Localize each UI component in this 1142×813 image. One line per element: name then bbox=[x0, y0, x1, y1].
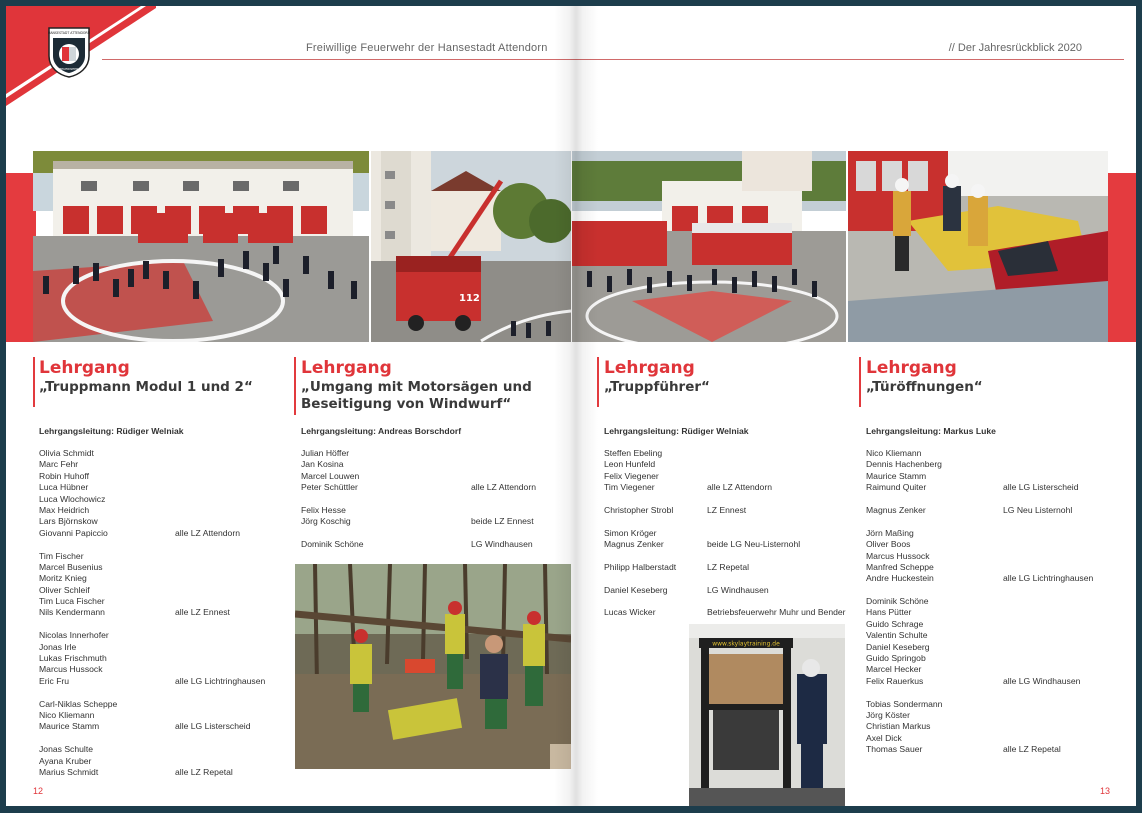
participant-name: Hans Pütter bbox=[866, 607, 912, 618]
participant-row bbox=[866, 721, 1116, 732]
participant-row bbox=[301, 471, 551, 482]
section-accent-bar bbox=[859, 357, 861, 407]
participant-row bbox=[39, 630, 279, 641]
photo-truppfuehrer-group bbox=[572, 151, 846, 342]
participant-name: Jörn Maßing bbox=[866, 527, 914, 538]
participant-name: Felix Rauerkus bbox=[866, 675, 924, 686]
photo-motorsaege-forest bbox=[295, 564, 571, 769]
truck-number: 112 bbox=[459, 293, 480, 304]
participant-name: Oliver Schleif bbox=[39, 584, 90, 595]
section-accent-bar bbox=[597, 357, 599, 407]
photo-truppmann-group bbox=[33, 151, 369, 342]
participant-name: Thomas Sauer bbox=[866, 744, 923, 755]
photo-door-trainer bbox=[689, 624, 845, 806]
participant-unit: alle LZ Repetal bbox=[1003, 744, 1061, 755]
subtitle-line: „Umgang mit Motorsägen und bbox=[301, 379, 532, 395]
group-gap bbox=[604, 494, 854, 505]
participant-row bbox=[866, 528, 1116, 539]
group-gap bbox=[39, 539, 279, 550]
participant-row bbox=[604, 528, 854, 539]
participant-name: Marius Schmidt bbox=[39, 766, 99, 777]
participant-name: Magnus Zenker bbox=[604, 539, 664, 550]
participant-name: Tim Fischer bbox=[39, 550, 84, 561]
participant-name: Guido Schrage bbox=[866, 618, 924, 629]
participant-name: Eric Fru bbox=[39, 675, 70, 686]
participant-row bbox=[39, 448, 279, 459]
group-gap bbox=[301, 528, 551, 539]
logo-ring-text: FEUERWEHR bbox=[59, 67, 79, 71]
participant-name: Felix Hesse bbox=[301, 504, 346, 515]
participant-list bbox=[604, 448, 854, 619]
participant-row bbox=[866, 630, 1116, 641]
group-gap bbox=[604, 596, 854, 607]
participant-row bbox=[39, 710, 279, 721]
participant-row bbox=[301, 482, 551, 493]
participant-name: Maurice Stamm bbox=[39, 721, 100, 732]
participant-row bbox=[301, 448, 551, 459]
participant-name: Luca Wlochowicz bbox=[39, 493, 106, 504]
section-accent-bar bbox=[33, 357, 35, 407]
participant-name: Simon Kröger bbox=[604, 527, 657, 538]
participant-name: Jonas Irle bbox=[39, 641, 77, 652]
group-gap bbox=[866, 516, 1116, 527]
participant-row bbox=[39, 528, 279, 539]
participant-row bbox=[866, 676, 1116, 687]
participant-row bbox=[866, 562, 1116, 573]
participant-name: Nicolas Innerhofer bbox=[39, 630, 109, 641]
participant-name: Lars Björnskow bbox=[39, 516, 98, 527]
magazine-spread bbox=[6, 6, 1136, 806]
participant-unit: alle LZ Repetal bbox=[175, 766, 233, 777]
participant-row bbox=[39, 505, 279, 516]
participant-name: Robin Huhoff bbox=[39, 470, 90, 481]
participant-unit: alle LG Lichtringhausen bbox=[1003, 573, 1094, 584]
subtitle-line: „Türöffnungen“ bbox=[866, 379, 983, 395]
participant-unit: LG Neu Listernohl bbox=[1003, 504, 1073, 515]
participant-row bbox=[604, 539, 854, 550]
section-subtitle bbox=[866, 379, 983, 396]
participant-name: Nico Kliemann bbox=[39, 709, 95, 720]
participant-name: Peter Schüttler bbox=[301, 482, 358, 493]
header-left-title: Freiwillige Feuerwehr der Hansestadt Attendorn bbox=[306, 42, 548, 54]
participant-row bbox=[39, 459, 279, 470]
participant-name: Tobias Sondermann bbox=[866, 698, 943, 709]
participant-name: Daniel Keseberg bbox=[604, 584, 668, 595]
participant-row bbox=[866, 573, 1116, 584]
group-gap bbox=[866, 687, 1116, 698]
participant-name: Julian Höffer bbox=[301, 448, 350, 458]
participant-name: Jörg Koschig bbox=[301, 516, 351, 527]
participant-name: Marcel Busenius bbox=[39, 561, 103, 572]
participant-name: Leon Hunfeld bbox=[604, 459, 656, 470]
participant-row bbox=[604, 459, 854, 470]
group-gap bbox=[604, 516, 854, 527]
page-number-left: 12 bbox=[33, 786, 44, 796]
participant-unit: Betriebsfeuerwehr Muhr und Bender bbox=[707, 607, 846, 618]
section-heading: Lehrgang bbox=[604, 358, 695, 378]
participant-unit: LZ Repetal bbox=[707, 561, 750, 572]
participant-name: Olivia Schmidt bbox=[39, 448, 94, 458]
participant-list bbox=[39, 448, 279, 778]
participant-row bbox=[301, 516, 551, 527]
page-number-right: 13 bbox=[1100, 786, 1111, 796]
participant-name: Guido Springob bbox=[866, 653, 926, 664]
section-subtitle bbox=[301, 379, 532, 413]
participant-row bbox=[866, 619, 1116, 630]
participant-row bbox=[866, 551, 1116, 562]
participant-row bbox=[604, 482, 854, 493]
participant-name: Jonas Schulte bbox=[39, 744, 93, 755]
participant-name: Marcus Hussock bbox=[39, 664, 103, 675]
participant-row bbox=[301, 459, 551, 470]
participant-name: Tim Viegener bbox=[604, 482, 655, 493]
course-leader: Lehrgangsleitung: Rüdiger Welniak bbox=[39, 426, 184, 436]
section-accent-bar bbox=[294, 357, 296, 415]
participant-name: Felix Viegener bbox=[604, 470, 659, 481]
red-band-left bbox=[6, 173, 36, 342]
participant-unit: alle LZ Ennest bbox=[175, 607, 230, 618]
course-leader: Lehrgangsleitung: Rüdiger Welniak bbox=[604, 426, 749, 436]
participant-unit: alle LG Windhausen bbox=[1003, 675, 1081, 686]
participant-row bbox=[866, 744, 1116, 755]
participant-unit: alle LZ Attendorn bbox=[471, 482, 536, 493]
participant-name: Nils Kendermann bbox=[39, 607, 105, 618]
participant-name: Max Heidrich bbox=[39, 504, 90, 515]
participant-unit: alle LG Listerscheid bbox=[1003, 482, 1079, 493]
fire-department-logo bbox=[46, 26, 92, 78]
participant-name: Lucas Wicker bbox=[604, 607, 656, 618]
participant-name: Lukas Frischmuth bbox=[39, 653, 107, 664]
course-leader: Lehrgangsleitung: Markus Luke bbox=[866, 426, 996, 436]
participant-name: Giovanni Papiccio bbox=[39, 527, 108, 538]
participant-row bbox=[866, 448, 1116, 459]
participant-row bbox=[866, 699, 1116, 710]
subtitle-line: „Truppmann Modul 1 und 2“ bbox=[39, 379, 253, 395]
participant-row bbox=[866, 653, 1116, 664]
participant-row bbox=[604, 505, 854, 516]
participant-name: Andre Huckestein bbox=[866, 573, 934, 584]
participant-row bbox=[39, 596, 279, 607]
participant-row bbox=[866, 471, 1116, 482]
participant-name: Raimund Quiter bbox=[866, 482, 927, 493]
group-gap bbox=[866, 494, 1116, 505]
participant-name: Christopher Strobl bbox=[604, 504, 674, 515]
participant-name: Jan Kosina bbox=[301, 459, 344, 470]
participant-name: Dominik Schöne bbox=[866, 596, 929, 607]
photo-ladder-truck bbox=[371, 151, 571, 342]
participant-row bbox=[39, 607, 279, 618]
participant-row bbox=[39, 471, 279, 482]
participant-name: Marcel Hecker bbox=[866, 664, 922, 675]
participant-row bbox=[39, 699, 279, 710]
participant-name: Nico Kliemann bbox=[866, 448, 922, 458]
participant-row bbox=[39, 573, 279, 584]
participant-row bbox=[866, 482, 1116, 493]
participant-name: Manfred Scheppe bbox=[866, 561, 934, 572]
participant-name: Jörg Köster bbox=[866, 709, 910, 720]
participant-name: Carl-Niklas Scheppe bbox=[39, 698, 118, 709]
participant-row bbox=[39, 516, 279, 527]
participant-row bbox=[866, 539, 1116, 550]
group-gap bbox=[39, 619, 279, 630]
participant-row bbox=[604, 585, 854, 596]
header-rule bbox=[102, 59, 1124, 60]
participant-name: Moritz Knieg bbox=[39, 573, 87, 584]
participant-row bbox=[604, 607, 854, 618]
section-subtitle bbox=[604, 379, 710, 396]
header-right-title: // Der Jahresrückblick 2020 bbox=[948, 42, 1082, 54]
section-subtitle bbox=[39, 379, 253, 396]
participant-row bbox=[866, 642, 1116, 653]
participant-name: Daniel Keseberg bbox=[866, 641, 930, 652]
participant-name: Dennis Hachenberg bbox=[866, 459, 942, 470]
participant-row bbox=[866, 459, 1116, 470]
participant-name: Valentin Schulte bbox=[866, 630, 928, 641]
participant-unit: beide LG Neu-Listernohl bbox=[707, 539, 801, 550]
participant-name: Ayana Kruber bbox=[39, 755, 92, 766]
participant-row bbox=[866, 505, 1116, 516]
participant-name: Maurice Stamm bbox=[866, 470, 927, 481]
participant-name: Magnus Zenker bbox=[866, 504, 926, 515]
participant-name: Marc Fehr bbox=[39, 459, 79, 470]
participant-name: Luca Hübner bbox=[39, 482, 89, 493]
group-gap bbox=[39, 687, 279, 698]
participant-row bbox=[604, 562, 854, 573]
participant-row bbox=[39, 653, 279, 664]
participant-row bbox=[866, 607, 1116, 618]
participant-row bbox=[39, 642, 279, 653]
participant-name: Christian Markus bbox=[866, 721, 931, 732]
group-gap bbox=[604, 573, 854, 584]
participant-row bbox=[39, 664, 279, 675]
group-gap bbox=[39, 733, 279, 744]
participant-row bbox=[39, 482, 279, 493]
participant-name: Philipp Halberstadt bbox=[604, 561, 677, 572]
photo-tueroeffnung-rescue bbox=[848, 151, 1108, 342]
participant-row bbox=[604, 471, 854, 482]
section-heading: Lehrgang bbox=[301, 358, 392, 378]
participant-row bbox=[39, 676, 279, 687]
participant-row bbox=[866, 733, 1116, 744]
participant-unit: LG Windhausen bbox=[471, 539, 533, 550]
participant-unit: LG Windhausen bbox=[707, 584, 769, 595]
section-heading: Lehrgang bbox=[866, 358, 957, 378]
participant-unit: LZ Ennest bbox=[707, 504, 747, 515]
participant-row bbox=[39, 551, 279, 562]
participant-list bbox=[301, 448, 551, 551]
section-heading: Lehrgang bbox=[39, 358, 130, 378]
participant-unit: beide LZ Ennest bbox=[471, 516, 534, 527]
participant-list bbox=[866, 448, 1116, 756]
participant-row bbox=[301, 505, 551, 516]
group-gap bbox=[604, 551, 854, 562]
participant-name: Dominik Schöne bbox=[301, 539, 364, 550]
red-band-right bbox=[1108, 173, 1136, 342]
participant-name: Steffen Ebeling bbox=[604, 448, 663, 458]
participant-name: Axel Dick bbox=[866, 732, 902, 743]
participant-name: Marcus Hussock bbox=[866, 550, 930, 561]
participant-row bbox=[866, 596, 1116, 607]
subtitle-line: Beseitigung von Windwurf“ bbox=[301, 396, 512, 412]
participant-unit: alle LG Listerscheid bbox=[175, 721, 251, 732]
participant-row bbox=[39, 562, 279, 573]
subtitle-line: „Truppführer“ bbox=[604, 379, 710, 395]
participant-row bbox=[301, 539, 551, 550]
logo-top-text: HANSESTADT ATTENDORN bbox=[47, 31, 91, 35]
participant-row bbox=[39, 767, 279, 778]
participant-row bbox=[866, 710, 1116, 721]
group-gap bbox=[301, 494, 551, 505]
door-sign: www.skylaytraining.de bbox=[712, 640, 780, 648]
participant-row bbox=[39, 585, 279, 596]
participant-row bbox=[604, 448, 854, 459]
participant-row bbox=[39, 494, 279, 505]
participant-unit: alle LG Lichtringhausen bbox=[175, 675, 266, 686]
participant-row bbox=[39, 744, 279, 755]
course-leader: Lehrgangsleitung: Andreas Borschdorf bbox=[301, 426, 462, 436]
participant-name: Oliver Boos bbox=[866, 539, 911, 550]
participant-unit: alle LZ Attendorn bbox=[175, 527, 240, 538]
group-gap bbox=[866, 585, 1116, 596]
participant-name: Marcel Louwen bbox=[301, 470, 360, 481]
participant-unit: alle LZ Attendorn bbox=[707, 482, 772, 493]
participant-row bbox=[866, 664, 1116, 675]
participant-row bbox=[39, 721, 279, 732]
participant-row bbox=[39, 756, 279, 767]
participant-name: Tim Luca Fischer bbox=[39, 596, 105, 607]
